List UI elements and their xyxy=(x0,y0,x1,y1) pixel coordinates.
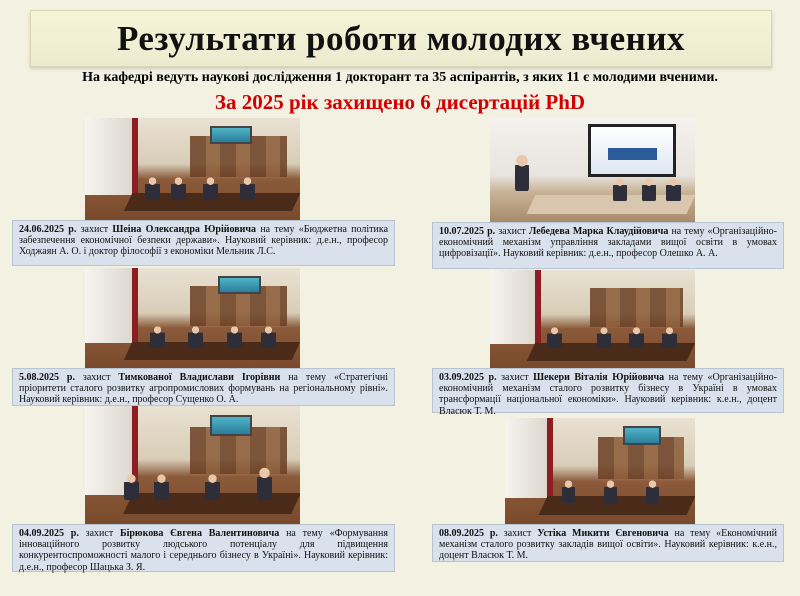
defense-name: Бірюкова Євгена Валентиновича xyxy=(119,528,280,539)
defense-date: 5.08.2025 р. xyxy=(19,372,75,383)
defense-name: Тимкованої Владислави Ігорівни xyxy=(118,372,281,383)
defense-name: Шекери Віталія Юрійовича xyxy=(533,372,665,383)
defense-caption-1: 24.06.2025 р. захист Шеіна Олександра Юрійовича на тему «Бюджетна політика забезпечення економічної безпеки держави». Науковий керівник: д.е.н., професор Ходжаян А. О. і доктор філософії з економіки Мельник Л.С. xyxy=(12,220,395,266)
defense-name: Лебедева Марка Клаудійовича xyxy=(528,226,669,237)
defense-photo-5 xyxy=(85,406,300,524)
title-banner xyxy=(30,10,772,67)
defense-photo-1 xyxy=(85,118,300,220)
defense-name: Шеіна Олександра Юрійовича xyxy=(112,224,257,235)
defense-photo-3 xyxy=(85,268,300,368)
defense-photo-2 xyxy=(490,118,695,222)
intro-text: На кафедрі ведуть наукові дослідження 1 докторант та 35 аспірантів, з яких 11 є молодими вченими. xyxy=(82,70,718,85)
defense-date: 24.06.2025 р. xyxy=(19,224,77,235)
defense-caption-2: 10.07.2025 р. захист Лебедева Марка Клаудійовича на тему «Організаційно-економічний механізм управління закладами вищої освіти в умовах цифровізації». Науковий керівник: д.е.н., професор Олешко А. А. xyxy=(432,222,784,269)
page-title: Результати роботи молодих вчених xyxy=(116,18,686,58)
defense-caption-4: 03.09.2025 р. захист Шекери Віталія Юрійовича на тему «Організаційно-економічний механізм сталого розвитку бізнесу в Україні в умовах трансформації національної економіки». Науковий керівник: к.е.н., доцент Власюк Т. М. xyxy=(432,368,784,413)
defense-photo-4 xyxy=(490,270,695,368)
defense-caption-6: 08.09.2025 р. захист Устіка Микити Євгеновича на тему «Економічний механізм сталого розвитку закладів вищої освіти». Науковий керівник: к.е.н., доцент Власюк Т. М. xyxy=(432,524,784,562)
defense-photo-6 xyxy=(505,418,695,524)
defense-date: 10.07.2025 р. xyxy=(439,226,496,237)
defense-caption-3: 5.08.2025 р. захист Тимкованої Владислави Ігорівни на тему «Стратегічні пріоритети сталого розвитку агропромислових формувань на регіональному рівні». Науковий керівник: д.е.н., професор Сущенко О. А. xyxy=(12,368,395,406)
defense-date: 08.09.2025 р. xyxy=(439,528,498,539)
defense-caption-5: 04.09.2025 р. захист Бірюкова Євгена Валентиновича на тему «Формування інноваційного розвитку людського потенціалу для підвищення конкурентоспроможності малого і середнього бізнесу в Україні». Науковий керівник: д.е.н., професор Шацька З. Я. xyxy=(12,524,395,572)
defense-date: 03.09.2025 р. xyxy=(439,372,497,383)
defense-name: Устіка Микити Євгеновича xyxy=(537,528,669,539)
subtitle: За 2025 рік захищено 6 дисертацій PhD xyxy=(214,90,586,114)
defense-date: 04.09.2025 р. xyxy=(19,528,79,539)
